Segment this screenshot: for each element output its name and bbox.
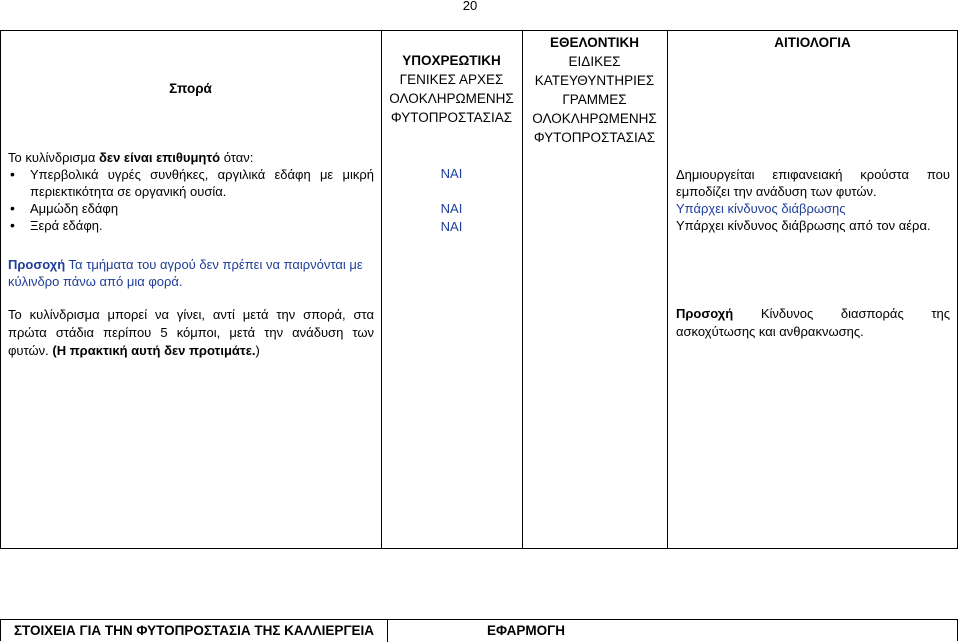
list-item: • Αμμώδη εδάφη bbox=[8, 200, 374, 217]
rationale-line: Υπάρχει κίνδυνος διάβρωσης bbox=[676, 201, 846, 216]
list-item: • Υπερβολικά υγρές συνθήκες, αργιλικά εδάφη με μικρή περιεκτικότητα σε οργανική ουσία. bbox=[8, 166, 374, 200]
header-mandatory-line: ΟΛΟΚΛΗΡΩΜΕΝΗΣ bbox=[389, 91, 514, 106]
header-voluntary bbox=[522, 33, 667, 147]
header-mandatory bbox=[381, 51, 522, 127]
header-voluntary-line: ΦΥΤΟΠΡΟΣΤΑΣΙΑΣ bbox=[533, 130, 656, 145]
caution-text: Τα τμήματα του αγρού δεν πρέπει να παιρνόνται με κύλινδρο πάνω από μια φορά. bbox=[8, 257, 363, 289]
list-item: • Ξερά εδάφη. bbox=[8, 217, 374, 234]
caution-dispersion bbox=[676, 305, 950, 341]
header-voluntary-line: ΓΡΑΜΜΕΣ bbox=[562, 92, 627, 107]
rationale-line: Υπάρχει κίνδυνος διάβρωσης από τον αέρα. bbox=[676, 218, 931, 233]
rolling-intro: Το κυλίνδρισμα δεν είναι επιθυμητό όταν: bbox=[8, 150, 254, 165]
rationale-line: Δημιουργείται επιφανειακή κρούστα που εμποδίζει την ανάδυση των φυτών. bbox=[676, 167, 950, 199]
footer-table bbox=[0, 619, 958, 641]
header-voluntary-line: ΟΛΟΚΛΗΡΩΜΕΝΗΣ bbox=[532, 111, 657, 126]
caution-text: Κίνδυνος διασποράς της ασκοχύτωσης και ανθρακνωσης. bbox=[676, 306, 950, 339]
caution-label: Προσοχή bbox=[676, 306, 734, 321]
header-mandatory-line: ΦΥΤΟΠΡΟΣΤΑΣΙΑΣ bbox=[390, 110, 513, 125]
mandatory-value: ΝΑΙ bbox=[440, 166, 463, 181]
mandatory-value: ΝΑΙ bbox=[440, 219, 463, 234]
footer-crop-protection-data: ΣΤΟΙΧΕΙΑ ΓΙΑ ΤΗΝ ΦΥΤΟΠΡΟΣΤΑΣΙΑ ΤΗΣ ΚΑΛΛΙΕΡΓΕΙΑ bbox=[13, 623, 375, 638]
header-rationale: ΑΙΤΙΟΛΟΓΙΑ bbox=[774, 35, 851, 50]
after-sowing-note: Το κυλίνδρισμα μπορεί να γίνει, αντί μετά την σπορά, στα πρώτα στάδια περίπου 5 κόμποι, μετά την ανάδυση των φυτών. (Η πρακτική αυτή δεν προτιμάτε.) bbox=[8, 307, 374, 358]
footer-application: ΕΦΑΡΜΟΓΗ bbox=[486, 623, 566, 638]
header-mandatory-line: ΥΠΟΧΡΕΩΤΙΚΗ bbox=[402, 53, 501, 68]
column-divider bbox=[667, 30, 668, 549]
header-voluntary-line: ΕΙΔΙΚΕΣ bbox=[568, 54, 621, 69]
rolling-bullet-list bbox=[8, 166, 374, 234]
caution-note bbox=[8, 256, 374, 290]
header-mandatory-line: ΓΕΝΙΚΕΣ ΑΡΧΕΣ bbox=[399, 72, 504, 87]
mandatory-value: ΝΑΙ bbox=[440, 201, 463, 216]
rolling-rationale bbox=[676, 166, 950, 234]
header-sowing: Σπορά bbox=[169, 81, 212, 96]
header-voluntary-line: ΕΘΕΛΟΝΤΙΚΗ bbox=[550, 35, 639, 50]
rolling-conditions bbox=[8, 149, 374, 234]
caution-label: Προσοχή bbox=[8, 257, 66, 272]
header-voluntary-line: ΚΑΤΕΥΘΥΝΤΗΡΙΕΣ bbox=[534, 73, 655, 88]
page-number: 20 bbox=[462, 0, 478, 13]
mandatory-values bbox=[381, 165, 522, 236]
